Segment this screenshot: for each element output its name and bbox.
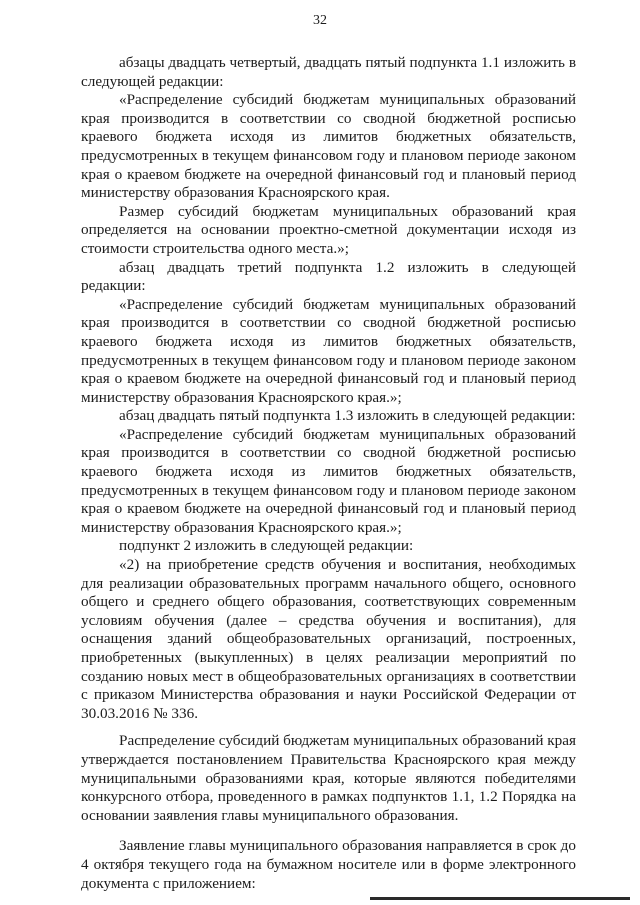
paragraph-amend-1-1: абзацы двадцать четвертый, двадцать пятый подпункта 1.1 изложить в следующей редакции: [81, 54, 576, 90]
paragraph-amend-1-2: абзац двадцать третий подпункта 1.2 изложить в следующей редакции: [81, 258, 576, 295]
paragraph-quote-subitem-2: «2) на приобретение средств обучения и воспитания, необходимых для реализации образовательных программ начального общего, основного общего и среднего общего образования, соответствующих современным условиям обучения (далее – средства обучения и воспитания), для оснащения зданий общеобразовательных организаций, построенных, приобретенных (выкупленных) в целях реализации мероприятий по созданию новых мест в общеобразовательных организациях в соответствии с приказом Министерства образования и науки Российской Федерации от 30.03.2016 № 336. [81, 556, 576, 722]
paragraph-amend-1-3: абзац двадцать пятый подпункта 1.3 изложить в следующей редакции: [119, 407, 576, 425]
paragraph-subsidy-size: Размер субсидий бюджетам муниципальных образований края определяется на основании проектно-сметной документации исходя из стоимости строительства одного места.»; [81, 202, 576, 257]
paragraph-distribution-approval: Распределение субсидий бюджетам муниципальных образований края утверждается постановлением Правительства Красноярского края между муниципальными образованиями края, которые являются победителями конкурсного отбора, проведенного в рамках подпунктов 1.1, 1.2 Порядка на основании заявления главы муниципального образования. [81, 732, 576, 824]
page-number: 32 [313, 13, 327, 28]
paragraph-quote-distribution-1: «Распределение субсидий бюджетам муниципальных образований края производится в соответствии со сводной бюджетной росписью краевого бюджета исходя из лимитов бюджетных обязательств, предусмотренных в текущем финансовом году и плановом периоде законом края о краевом бюджете на очередной финансовый год и плановый период министерству образования Красноярского края. [81, 91, 576, 202]
paragraph-application-deadline: Заявление главы муниципального образования направляется в срок до 4 октября текущего года на бумажном носителе или в форме электронного документа с приложением: [81, 837, 576, 892]
paragraph-amend-subitem-2: подпункт 2 изложить в следующей редакции: [119, 537, 414, 555]
scan-artifact-line [370, 897, 630, 900]
paragraph-quote-distribution-2: «Распределение субсидий бюджетам муниципальных образований края производится в соответствии со сводной бюджетной росписью краевого бюджета исходя из лимитов бюджетных обязательств, предусмотренных в текущем финансовом году и плановом периоде законом края о краевом бюджете на очередной финансовый год и плановый период министерству образования Красноярского края.»; [81, 295, 576, 406]
document-body [81, 54, 576, 893]
paragraph-quote-distribution-3: «Распределение субсидий бюджетам муниципальных образований края производится в соответствии со сводной бюджетной росписью краевого бюджета исходя из лимитов бюджетных обязательств, предусмотренных в текущем финансовом году и плановом периоде законом края о краевом бюджете на очередной финансовый год и плановый период министерству образования Красноярского края.»; [81, 425, 576, 536]
